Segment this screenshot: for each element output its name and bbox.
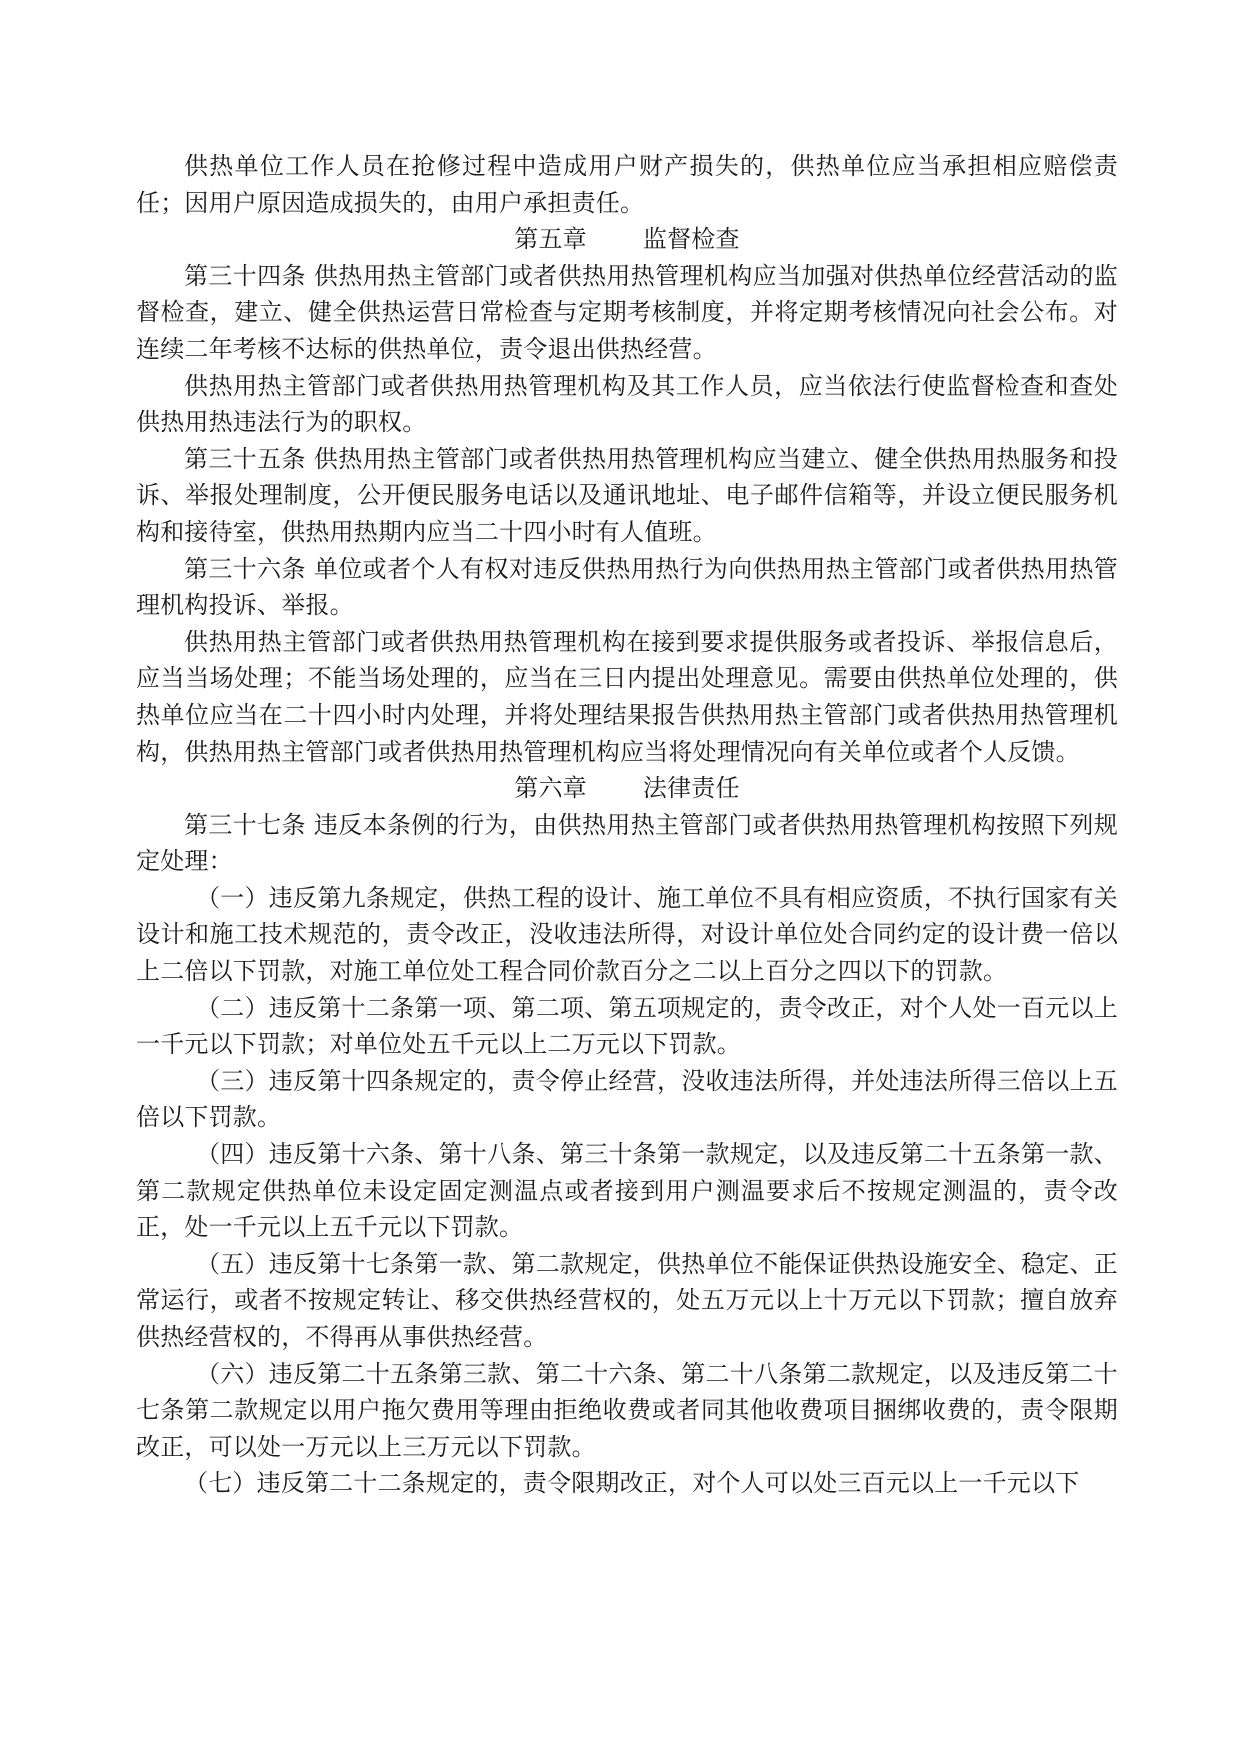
chapter-number: 第六章 <box>514 774 587 803</box>
article-37-item-5: （五）违反第十七条第一款、第二款规定，供热单位不能保证供热设施安全、稳定、正常运行，或者不按规定转让、移交供热经营权的，处五万元以上十万元以下罚款；擅自放弃供热经营权的，不得再从事供热经营。 <box>136 1249 1118 1351</box>
paragraph-repair-liability: 供热单位工作人员在抢修过程中造成用户财产损失的，供热单位应当承担相应赔偿责任；因用户原因造成损失的，由用户承担责任。 <box>136 152 1118 217</box>
article-34: 第三十四条 供热用热主管部门或者供热用热管理机构应当加强对供热单位经营活动的监督检查，建立、健全供热运营日常检查与定期考核制度，并将定期考核情况向社会公布。对连续二年考核不达标的供热单位，责令退出供热经营。 <box>136 261 1118 363</box>
article-37-item-4: （四）违反第十六条、第十八条、第三十条第一款规定，以及违反第二十五条第一款、第二款规定供热单位未设定固定测温点或者接到用户测温要求后不按规定测温的，责令改正，处一千元以上五千元以下罚款。 <box>136 1140 1118 1242</box>
article-37: 第三十七条 违反本条例的行为，由供热用热主管部门或者供热用热管理机构按照下列规定处理： <box>136 810 1118 876</box>
article-36-para-2: 供热用热主管部门或者供热用热管理机构在接到要求提供服务或者投诉、举报信息后，应当当场处理；不能当场处理的，应当在三日内提出处理意见。需要由供热单位处理的，供热单位应当在二十四小时内处理，并将处理结果报告供热用热主管部门或者供热用热管理机构，供热用热主管部门或者供热用热管理机构应当将处理情况向有关单位或者个人反馈。 <box>136 627 1118 766</box>
article-37-item-1: （一）违反第九条规定，供热工程的设计、施工单位不具有相应资质，不执行国家有关设计和施工技术规范的，责令改正，没收违法所得，对设计单位处合同约定的设计费一倍以上二倍以下罚款，对施工单位处工程合同价款百分之二以上百分之四以下的罚款。 <box>136 883 1118 986</box>
article-36: 第三十六条 单位或者个人有权对违反供热用热行为向供热用热主管部门或者供热用热管理机构投诉、举报。 <box>136 554 1118 620</box>
article-37-item-7: （七）违反第二十二条规定的，责令限期改正，对个人可以处三百元以上一千元以下 <box>184 1469 1080 1498</box>
article-37-item-3: （三）违反第十四条规定的，责令停止经营，没收违法所得，并处违法所得三倍以上五倍以下罚款。 <box>136 1066 1118 1132</box>
chapter-title: 法律责任 <box>642 774 740 803</box>
chapter-heading-6 <box>136 770 1118 807</box>
chapter-heading-5 <box>136 221 1118 258</box>
article-35: 第三十五条 供热用热主管部门或者供热用热管理机构应当建立、健全供热用热服务和投诉、举报处理制度，公开便民服务电话以及通讯地址、电子邮件信箱等，并设立便民服务机构和接待室，供热用热期内应当二十四小时有人值班。 <box>136 444 1118 546</box>
article-34-para-2: 供热用热主管部门或者供热用热管理机构及其工作人员，应当依法行使监督检查和查处供热用热违法行为的职权。 <box>136 371 1118 437</box>
document-body <box>136 148 1118 1502</box>
chapter-number: 第五章 <box>514 225 587 254</box>
article-37-item-6: （六）违反第二十五条第三款、第二十六条、第二十八条第二款规定，以及违反第二十七条第二款规定以用户拖欠费用等理由拒绝收费或者同其他收费项目捆绑收费的，责令限期改正，可以处一万元以上三万元以下罚款。 <box>136 1359 1118 1461</box>
article-37-item-2: （二）违反第十二条第一项、第二项、第五项规定的，责令改正，对个人处一百元以上一千元以下罚款；对单位处五千元以上二万元以下罚款。 <box>136 993 1118 1059</box>
chapter-title: 监督检查 <box>642 225 740 254</box>
